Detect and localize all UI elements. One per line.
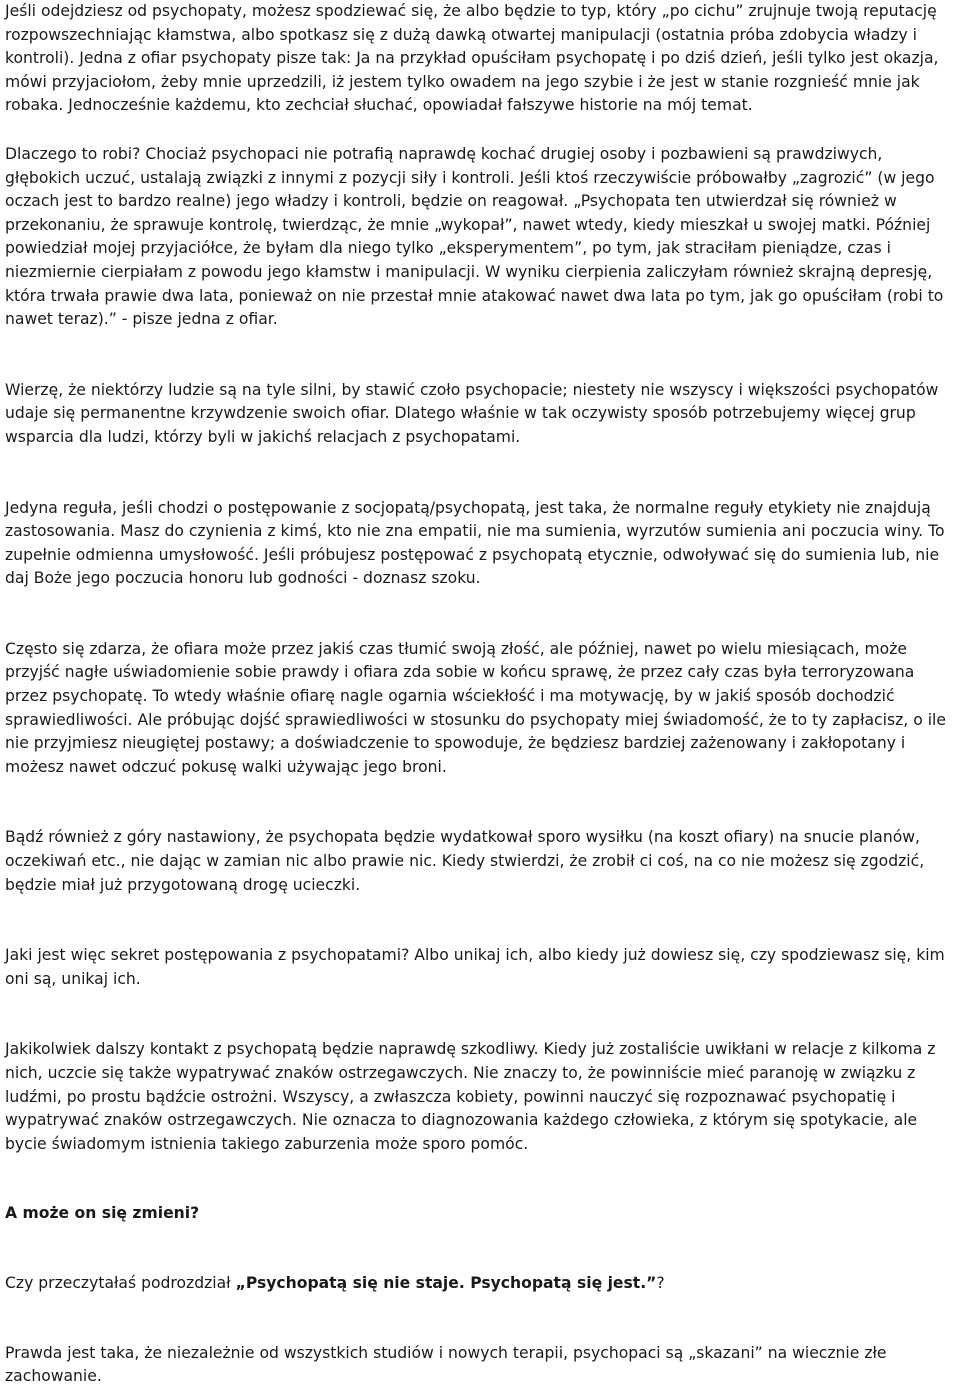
question-suffix: ? [656,1273,665,1292]
paragraph-why: Dlaczego to robi? Chociaż psychopaci nie potrafią naprawdę kochać drugiej osoby i pozbawieni są prawdziwych, głębokich uczuć, ustalają związki z innymi z pozycji siły i kontroli. Jeśli ktoś rzeczywiście próbowałby „zagrozić” (w jego oczach jest to bardzo realne) jego władzy i kontroli, będzie on reagował. „Psychopata ten utwierdzał się również w przekonaniu, że sprawuje kontrolę, twierdząc, że mnie „wykopał”, nawet wtedy, kiedy mieszkał u swojej matki. Później powiedział mojej przyjaciółce, że byłam dla niego tylko „eksperymentem”, po tym, jak straciłam pieniądze, czas i niezmiernie cierpiałam z powodu jego kłamstw i manipulacji. W wyniku cierpienia zaliczyłam również skrajną depresję, która trwała prawie dwa lata, ponieważ on nie przestał mnie atakować nawet dwa lata po tym, jak go opuściłam (robi to nawet teraz).” - pisze jedna z ofiar. [5,144,944,329]
question-paragraph [5,1272,957,1296]
paragraph-only-rule: Jedyna reguła, jeśli chodzi o postępowanie z socjopatą/psychopatą, jest taka, że normalne reguły etykiety nie znajdują zastosowania. Masz do czynienia z kimś, kto nie zna empatii, nie ma sumienia, wyrzutów sumienia ani poczucia winy. To zupełnie odmienna umysłowość. Jeśli próbujesz postępować z psychopatą etycznie, odwoływać się do sumienia lub, nie daj Boże jego poczucia honoru lub godności - doznasz szoku. [5,498,945,588]
section-heading: A może on się zmieni? [5,1204,200,1223]
paragraph-support-groups: Wierzę, że niektórzy ludzie są na tyle silni, by stawić czoło psychopacie; niestety nie wszyscy i większości psychopatów udaje się permanentne krzywdzenie swoich ofiar. Dlatego właśnie w tak oczywisty sposób potrzebujemy więcej grup wsparcia dla ludzi, którzy byli w jakichś relacjach z psychopatami. [5,380,939,446]
paragraph-closing: Prawda jest taka, że niezależnie od wszystkich studiów i nowych terapii, psychopaci są „skazani” na wiecznie złe zachowanie. [5,1343,887,1386]
document-page [5,0,957,1389]
paragraph-secret: Jaki jest więc sekret postępowania z psychopatami? Albo unikaj ich, albo kiedy już dowiesz się, czy spodziewasz się, kim oni są, unikaj ich. [5,946,945,988]
question-prefix: Czy przeczytałaś podrozdział [5,1273,236,1292]
question-bold-title: „Psychopatą się nie staje. Psychopatą się jest.” [235,1273,657,1292]
paragraph-revenge: Jeśli odejdziesz od psychopaty, możesz spodziewać się, że albo będzie to typ, który „po cichu” zrujnuje twoją reputację rozpowszechniając kłamstwa, albo spotkasz się z dużą dawką otwartej manipulacji (ostatnia próba zdobycia władzy i kontroli). Jedna z ofiar psychopaty pisze tak: Ja na przykład opuściłam psychopatę i po dziś dzień, jeśli tylko jest okazja, mówi przyjaciołom, żeby mnie uprzedzili, iż jestem tylko owadem na jego szybie i że jest w stanie rozgnieść mnie jak robaka. Jednocześnie każdemu, kto zechciał słuchać, opowiadał fałszywe historie na mój temat. [5,2,939,115]
paragraph-plans: Bądź również z góry nastawiony, że psychopata będzie wydatkował sporo wysiłku (na koszt ofiary) na snucie planów, oczekiwań etc., nie dając w zamian nic albo prawie nic. Kiedy stwierdzi, że zrobił ci coś, na co nie możesz się zgodzić, będzie miał już przygotowaną drogę ucieczki. [5,828,925,894]
paragraph-victim-anger: Często się zdarza, że ofiara może przez jakiś czas tłumić swoją złość, ale później, nawet po wielu miesiącach, może przyjść nagłe uświadomienie sobie prawdy i ofiara zda sobie w końcu sprawę, że przez cały czas była terroryzowana przez psychopatę. To wtedy właśnie ofiarę nagle ogarnia wściekłość i ma motywację, by w jakiś sposób dochodzić sprawiedliwości. Ale próbując dojść sprawiedliwości w stosunku do psychopaty miej świadomość, że to ty zapłacisz, o ile nie przyjmiesz nieugiętej postawy; a doświadczenie to spowoduje, że będziesz bardziej zażenowany i zakłopotany i możesz nawet odczuć pokusę walki używając jego broni. [5,639,946,776]
paragraph-contact: Jakikolwiek dalszy kontakt z psychopatą będzie naprawdę szkodliwy. Kiedy już zostaliście uwikłani w relacje z kilkoma z nich, uczcie się także wypatrywać znaków ostrzegawczych. Nie znaczy to, że powinniście mieć paranoję w związku z ludźmi, po prostu bądźcie ostrożni. Wszyscy, a zwłaszcza kobiety, powinni nauczyć się rozpoznawać psychopatię i wypatrywać znaków ostrzegawczych. Nie oznacza to diagnozowania każdego człowieka, z którym się spotykacie, ale bycie świadomym istnienia takiego zaburzenia może sporo pomóc. [5,1040,936,1153]
